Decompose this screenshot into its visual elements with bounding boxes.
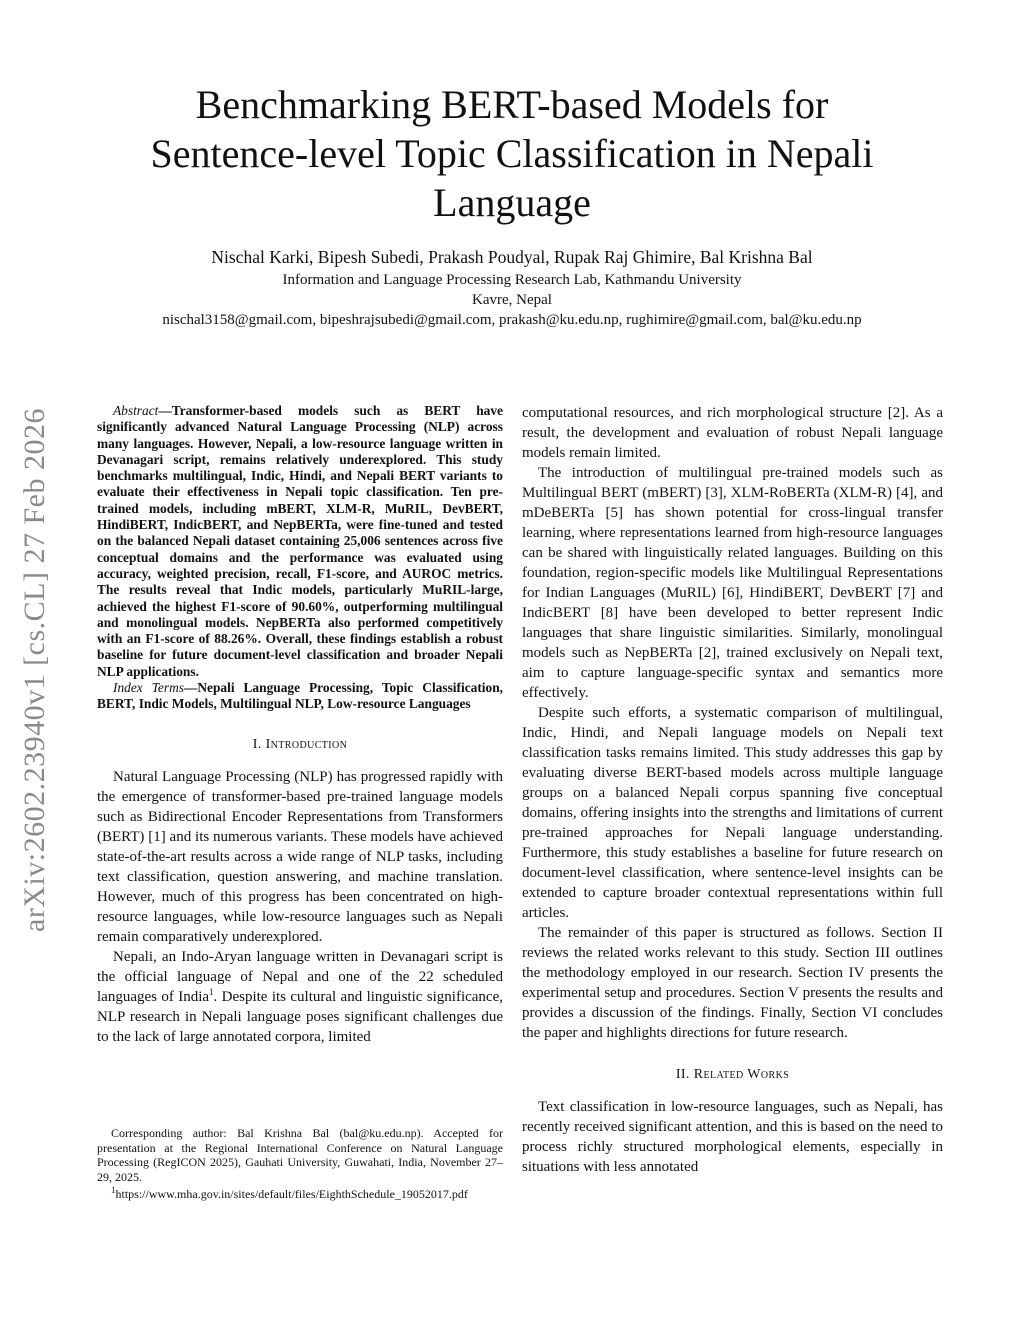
intro-paragraph-2-text: Nepali, an Indo-Aryan language written in Devanagari script is the official language of Nepal and one of the 22 scheduled languages of India [97, 948, 503, 1005]
footnote-1-marker: 1 [111, 1185, 116, 1195]
right-column [522, 403, 943, 1177]
intro-paragraph-5: The remainder of this paper is structured as follows. Section II reviews the related works relevant to this study. Section III outlines the methodology employed in our research. Section IV presents the experimental setup and procedures. Section V presents the results and provides a discussion of the findings. Finally, Section VI concludes the paper and highlights directions for future research. [522, 925, 943, 1041]
intro-paragraph-continued: computational resources, and rich morphological structure [2]. As a result, the development and evaluation of robust Nepali language models remain limited. [522, 405, 943, 461]
author-names: Nischal Karki, Bipesh Subedi, Prakash Poudyal, Rupak Raj Ghimire, Bal Krishna Bal [211, 247, 813, 267]
related-works-paragraph-1: Text classification in low-resource languages, such as Nepali, has recently received significant attention, and this is based on the need to process richly structured morphological elements, especially in situations with less annotated [522, 1099, 943, 1175]
title-line: Sentence-level Topic Classification in Nepali [150, 131, 874, 176]
corresponding-author-note: Corresponding author: Bal Krishna Bal (bal@ku.edu.np). Accepted for presentation at the Regional International Conference on Natural Language Processing (RegICON 2025), Gauhati University, Guwahati, India, November 27–29, 2025. [97, 1126, 503, 1184]
arxiv-identifier: arXiv:2602.23940v1 [cs.CL] 27 Feb 2026 [18, 408, 51, 932]
intro-paragraph-3: The introduction of multilingual pre-trained models such as Multilingual BERT (mBERT) [3], XLM-RoBERTa (XLM-R) [4], and mDeBERTa [5] has shown potential for cross-lingual transfer learning, where representations learned from high-resource languages can be shared with linguistically related languages. Building on this foundation, region-specific models like Multilingual Representations for Indian Languages (MuRIL) [6], HindiBERT, DevBERT [7] and IndicBERT [8] have been developed to better represent Indic languages that share linguistic similarities. Similarly, monolingual models such as NepBERTa [2], trained exclusively on Nepali text, aim to capture language-specific syntax and semantics more effectively. [522, 465, 943, 701]
author-affiliation: Information and Language Processing Research Lab, Kathmandu University [282, 272, 742, 288]
footnote-marker: 1 [209, 986, 214, 997]
intro-paragraph-4: Despite such efforts, a systematic comparison of multilingual, Indic, Hindi, and Nepali language models on Nepali text classification tasks remains limited. This study addresses this gap by evaluating diverse BERT-based models across multiple language groups on a balanced Nepali corpus spanning five conceptual domains, offering insights into the strengths and limitations of current pre-trained approaches for Nepali language understanding. Furthermore, this study establishes a baseline for future research on document-level classification, where sentence-level insights can be extended to capture broader contextual representations within full articles. [522, 705, 943, 921]
title-line: Benchmarking BERT-based Models for [195, 82, 829, 127]
footnote-1 [97, 1187, 503, 1202]
intro-paragraph-1: Natural Language Processing (NLP) has progressed rapidly with the emergence of transformer-based pre-trained language models such as Bidirectional Encoder Representations from Transformers (BERT) [1] and its numerous variants. These models have achieved state-of-the-art results across a wide range of NLP tasks, including text classification, question answering, and machine translation. However, much of this progress has been concentrated on high-resource languages, while low-resource languages such as Nepali remain comparatively underexplored. [97, 768, 503, 945]
section-heading-introduction: I. Introduction [252, 736, 348, 752]
intro-paragraph-2 [97, 947, 503, 1047]
author-block [60, 247, 964, 330]
footnote-1-url: https://www.mha.gov.in/sites/default/files/EighthSchedule_19052017.pdf [115, 1187, 468, 1201]
author-emails: nischal3158@gmail.com, bipeshrajsubedi@gmail.com, prakash@ku.edu.np, rughimire@gmail.com, bal@ku.edu.np [162, 312, 862, 328]
index-terms-label: Index Terms [113, 680, 184, 696]
abstract-text: —Transformer-based models such as BERT have significantly advanced Natural Language Processing (NLP) across many languages. However, Nepali, a low-resource language written in Devanagari script, remains relatively underexplored. This study benchmarks multilingual, Indic, Hindi, and Nepali BERT variants to evaluate their effectiveness in Nepali topic classification. Ten pre-trained models, including mBERT, XLM-R, MuRIL, DevBERT, HindiBERT, IndicBERT, and NepBERTa, were fine-tuned and tested on the balanced Nepali dataset containing 25,006 sentences across five conceptual domains and the performance was evaluated using accuracy, weighted precision, recall, F1-score, and AUROC metrics. The results reveal that Indic models, particularly MuRIL-large, achieved the highest F1-score of 90.60%, outperforming multilingual and monolingual models. NepBERTa also performed competitively with an F1-score of 88.26%. Overall, these findings establish a robust baseline for future document-level classification and broader Nepali NLP applications. [97, 403, 503, 679]
abstract [97, 403, 503, 713]
author-location: Kavre, Nepal [472, 292, 552, 308]
footnotes [97, 1126, 503, 1202]
abstract-label: Abstract [113, 403, 159, 418]
intro-paragraph-2-text-cont: . Despite its cultural and linguistic significance, NLP research in Nepali language poses significant challenges due to the lack of large annotated corpora, limited [97, 988, 503, 1045]
section-heading-related-works: II. Related Works [675, 1067, 790, 1082]
index-terms-text: —Nepali Language Processing, Topic Classification, BERT, Indic Models, Multilingual NLP, Low-resource Languages [97, 680, 503, 712]
title-line: Language [433, 180, 591, 225]
left-column [97, 403, 503, 1047]
paper-title [110, 80, 914, 227]
